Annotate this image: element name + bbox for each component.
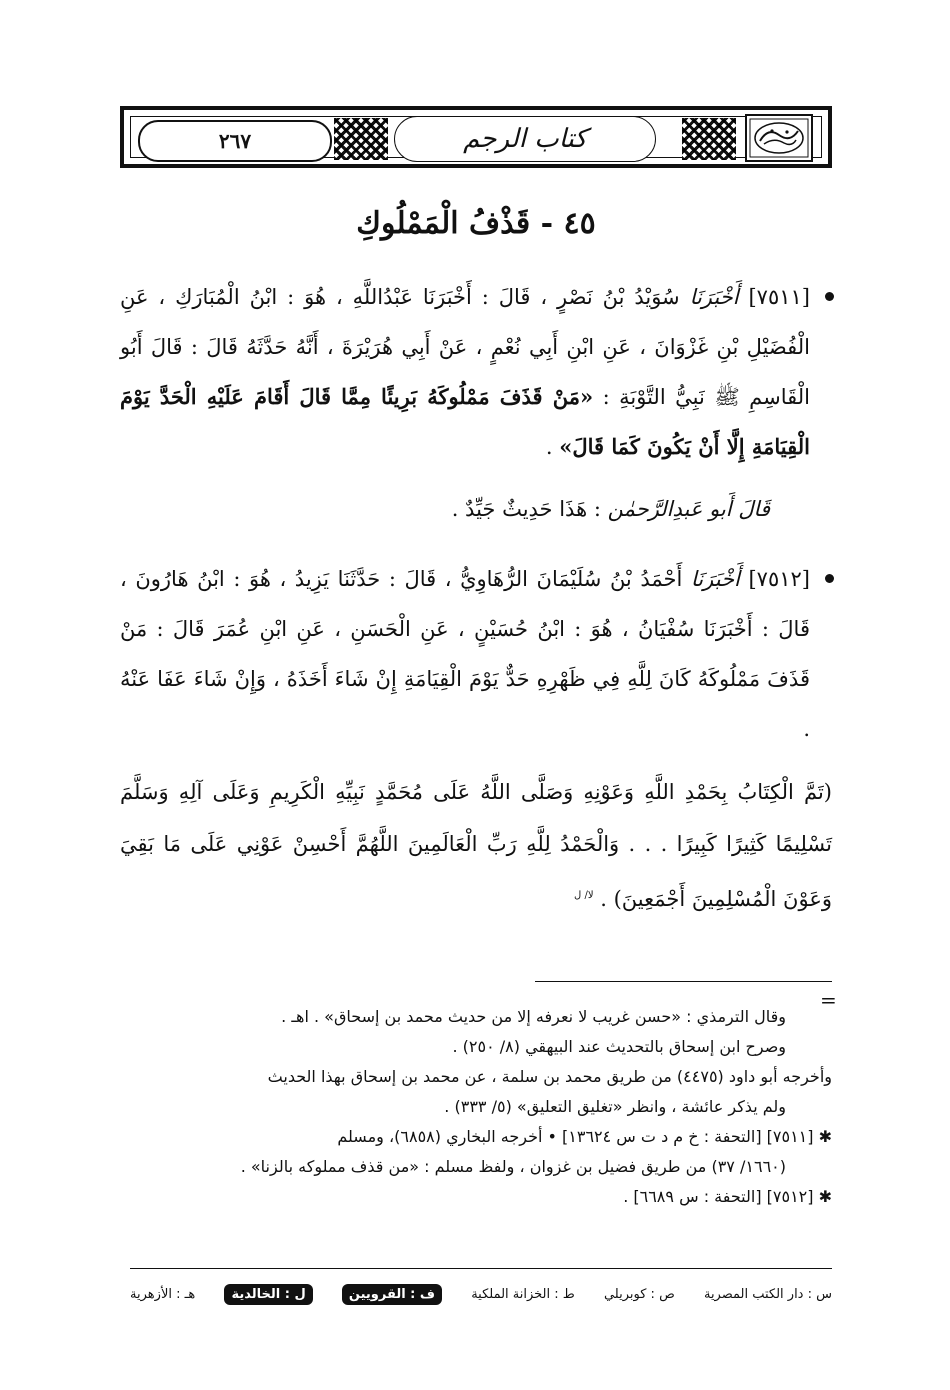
legend-lam: ل : الخالدية [224,1284,312,1305]
footnote-continuation-mark: = [820,988,837,1012]
comment-text: : هَذَا حَدِيثٌ جَيِّدٌ . [451,497,601,521]
hadith-chain: سُوَيْدُ بْنُ نَصْرٍ ، قَالَ : أَخْبَرَنَا عَبْدُاللَّهِ ، هُوَ : ابْنُ الْمُبَارَكِ ، عَنِ الْفُضَيْلِ بْنِ غَزْوَانَ ، عَنِ ابْنِ أَبِي نُعْمٍ ، عَنْ أَبِي هُرَيْرَةَ ، أَنَّهُ حَدَّثَهُ قَالَ : قَالَ أَبُو الْقَاسِمِ ﷺ نَبِيُّ التَّوْبَةِ : [120,285,810,409]
legend-sad: ص : كوبريلي [603,1286,675,1302]
comment-speaker: قَالَ أَبو عَبدِالرَّحمٰن [607,497,770,521]
page-header [120,106,832,168]
chapter-title: ٤٥ - قَذْفُ الْمَمْلُوكِ [356,206,596,241]
hadith-7511 [120,272,832,472]
closing-colophon [120,766,832,925]
footnote-line: وأخرجه أبو داود (٤٤٧٥) من طريق محمد بن سلمة ، عن محمد بن إسحاق بهذا الحديث [267,1067,832,1086]
ornament-band-left [334,118,388,160]
hadith-matn: «مَنْ قَذَفَ مَمْلُوكَهُ بَرِيئًا مِمَّا قَالَ أَقَامَ عَلَيْهِ الْحَدَّ يَوْمَ الْقِيَامَةِ إِلَّا أَنْ يَكُونَ كَمَا قَالَ» [120,384,810,459]
hadith-end: . [545,435,560,459]
author-comment [120,484,832,534]
bullet-icon [825,574,834,583]
seal-logo-icon [742,112,816,164]
footnote-divider [535,981,832,982]
manuscript-legend [130,1274,832,1314]
hadith-number: [٧٥١٢] [748,567,810,591]
marginal-note: لا/ ل [574,890,594,901]
bullet-icon [825,292,834,301]
footnote-line: وقال الترمذي : «حسن غريب لا نعرفه إلا من حديث محمد بن إسحاق» . اهـ . [281,1007,786,1026]
footnote-line: وصرح ابن إسحاق بالتحديث عند البيهقي (٨/ ٢٥٠) . [452,1037,786,1056]
footnote-line: ولم يذكر عائشة ، وانظر «تغليق التعليق» (٥/ ٣٣٣) . [444,1097,786,1116]
footnote-line: ✱ [٧٥١١] [التحفة : خ م د ت س ١٣٦٢٤] • أخرجه البخاري (٦٨٥٨)، ومسلم [337,1127,832,1146]
ornament-band-right [682,118,736,160]
footnote-line: ✱ [٧٥١٢] [التحفة : س ٦٦٨٩] . [623,1187,832,1206]
legend-divider [130,1268,832,1269]
closing-text: (تَمَّ الْكِتَابُ بِحَمْدِ اللَّهِ وَعَوْنِهِ وَصَلَّى اللَّهُ عَلَى مُحَمَّدٍ نَبِيِّهِ الْكَرِيمِ وَعَلَى آلِهِ وَسَلَّمَ تَسْلِيمًا كَثِيرًا كَبِيرًا . . . وَالْحَمْدُ لِلَّهِ رَبِّ الْعَالَمِينَ اللَّهُمَّ أَحْسِنْ عَوْنِي عَلَى مَا بَقِيَ وَعَوْنَ الْمُسْلِمِينَ أَجْمَعِينَ) . [120,780,832,911]
legend-fa: ف : القرويين [342,1284,442,1305]
legend-ta: ط : الخزانة الملكية [471,1286,575,1302]
footnote-line: (١٦٦٠/ ٣٧) من طريق فضيل بن غزوان ، ولفظ مسلم : «من قذف مملوكه بالزنا» . [240,1157,786,1176]
page-number: ٢٦٧ [138,120,332,162]
legend-s: س : دار الكتب المصرية [703,1286,832,1302]
hadith-7512 [120,554,832,754]
hadith-number: [٧٥١١] [748,285,810,309]
main-text [120,190,832,946]
hadith-akhbarana: أَخْبَرَنَا [690,567,740,591]
hadith-akhbarana: أَخْبَرَنَا [689,285,739,309]
legend-ha: هـ : الأزهرية [130,1286,196,1302]
hadith-text: أَحْمَدُ بْنُ سُلَيْمَانَ الرُّهَاوِيُّ ، قَالَ : حَدَّثَنَا يَزِيدُ ، هُوَ : ابْنُ هَارُونَ ، قَالَ : أَخْبَرَنَا سُفْيَانُ ، هُوَ : ابْنُ حُسَيْنٍ ، عَنِ الْحَسَنِ ، عَنِ ابْنِ عُمَرَ قَالَ : مَنْ قَذَفَ مَمْلُوكَهُ كَانَ لِلَّهِ فِي ظَهْرِهِ حَدٌّ يَوْمَ الْقِيَامَةِ إِنْ شَاءَ أَخَذَهُ ، وَإِنْ شَاءَ عَفَا عَنْهُ . [120,567,810,741]
footnotes [120,1002,832,1212]
book-title: كتاب الرجم [394,116,656,162]
